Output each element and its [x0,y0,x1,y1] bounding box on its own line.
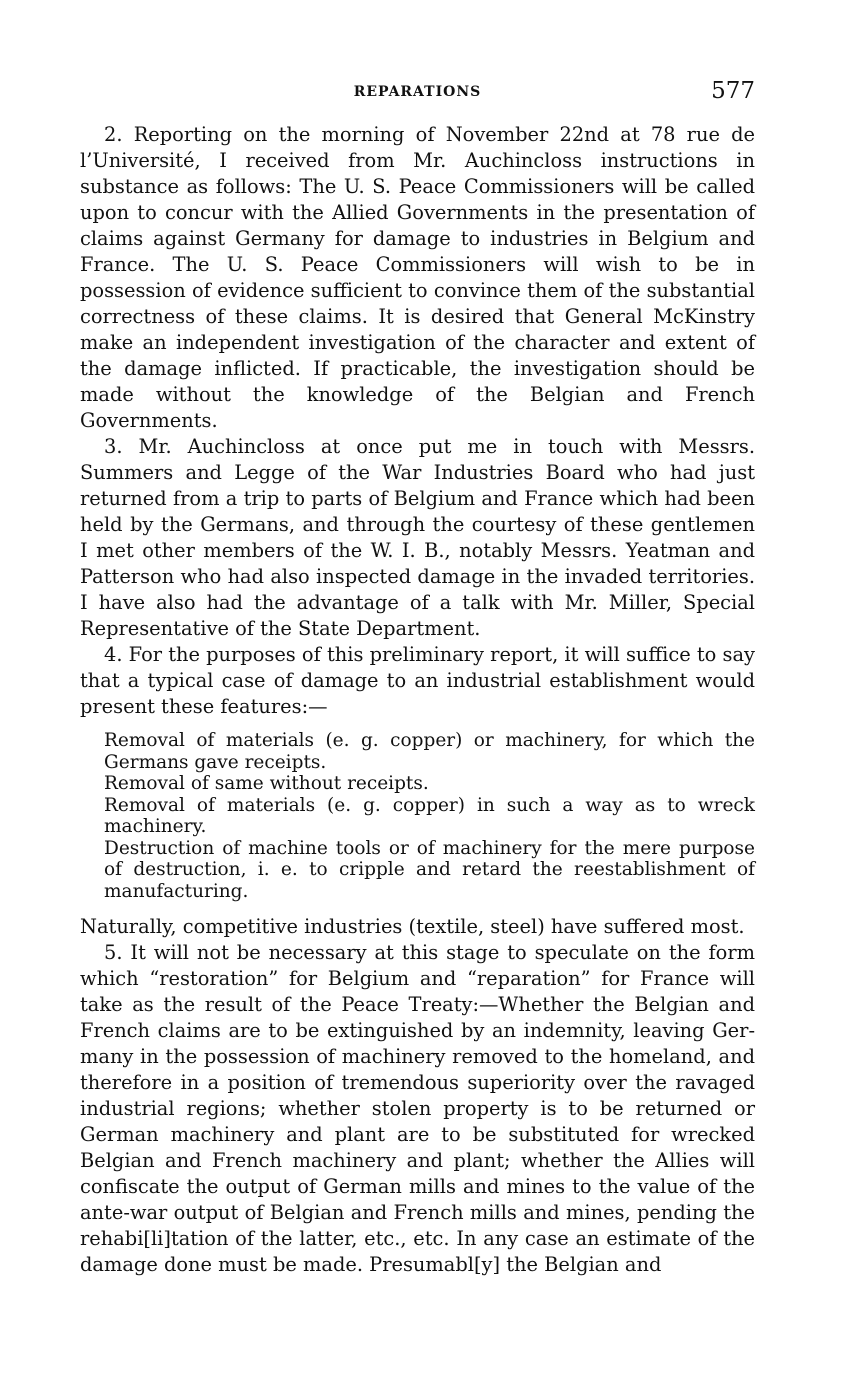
list-item: Removal of materials (e. g. copper) in such a way as to wreck machinery. [104,794,755,837]
after-list-sentence: Naturally, competitive industries (textile, steel) have suffered most. [80,915,745,938]
page-header [80,78,755,110]
paragraph-4: 4. For the purposes of this preliminary report, it will suffice to say that a typical case of damage to an industrial establishment would present these features:— [80,643,755,718]
running-head: REPARATIONS [353,84,482,100]
damage-features-list [80,730,755,902]
paragraph-5: 5. It will not be necessary at this stage to speculate on the form which “restoration” for Belgium and “reparation” for France will take as the result of the Peace Treaty:—Whether the Belgian and French claims are to be extinguished by an indemnity, leaving Germany in the possession of machinery removed to the homeland, and therefore in a position of tremendous superiority over the ravaged industrial regions; whether stolen property is to be returned or German machinery and plant are to be substituted for wrecked Belgian and French machinery and plant; whether the Allies will confiscate the output of German mills and mines to the value of the ante-war output of Belgian and French mills and mines, pending the rehabi[li]tation of the latter, etc., etc. In any case an estimate of the damage done must be made. Presumabl[y] the Belgian and [80,941,755,1276]
paragraph-3: 3. Mr. Auchincloss at once put me in touch with Messrs. Summers and Legge of the War Industries Board who had just returned from a trip to parts of Belgium and France which had been held by the Germans, and through the courtesy of these gentlemen I met other members of the W. I. B., notably Messrs. Yeatman and Patterson who had also inspected damage in the invaded territories. I have also had the advantage of a talk with Mr. Miller, Special Representative of the State Department. [80,435,755,640]
page-number: 577 [711,78,755,104]
list-item: Destruction of machine tools or of machinery for the mere purpose of destruction, i. e. to cripple and retard the reestablishment of manufacturing. [104,837,755,902]
body-text [80,122,755,1278]
list-item: Removal of materials (e. g. copper) or machinery, for which the Germans gave receipts. [104,730,755,773]
paragraph-2: 2. Reporting on the morning of November 22nd at 78 rue de l’Université, I received from Mr. Auchincloss instructions in substance as follows: The U. S. Peace Commissioners will be called upon to concur with the Allied Governments in the presentation of claims against Germany for damage to industries in Belgium and France. The U. S. Peace Commissioners will wish to be in possession of evidence sufficient to convince them of the substantial correctness of these claims. It is desired that General McKinstry make an independent investigation of the character and extent of the damage inflicted. If practicable, the investigation should be made without the knowledge of the Belgian and French Governments. [80,123,755,432]
list-item: Removal of same without receipts. [104,773,429,794]
